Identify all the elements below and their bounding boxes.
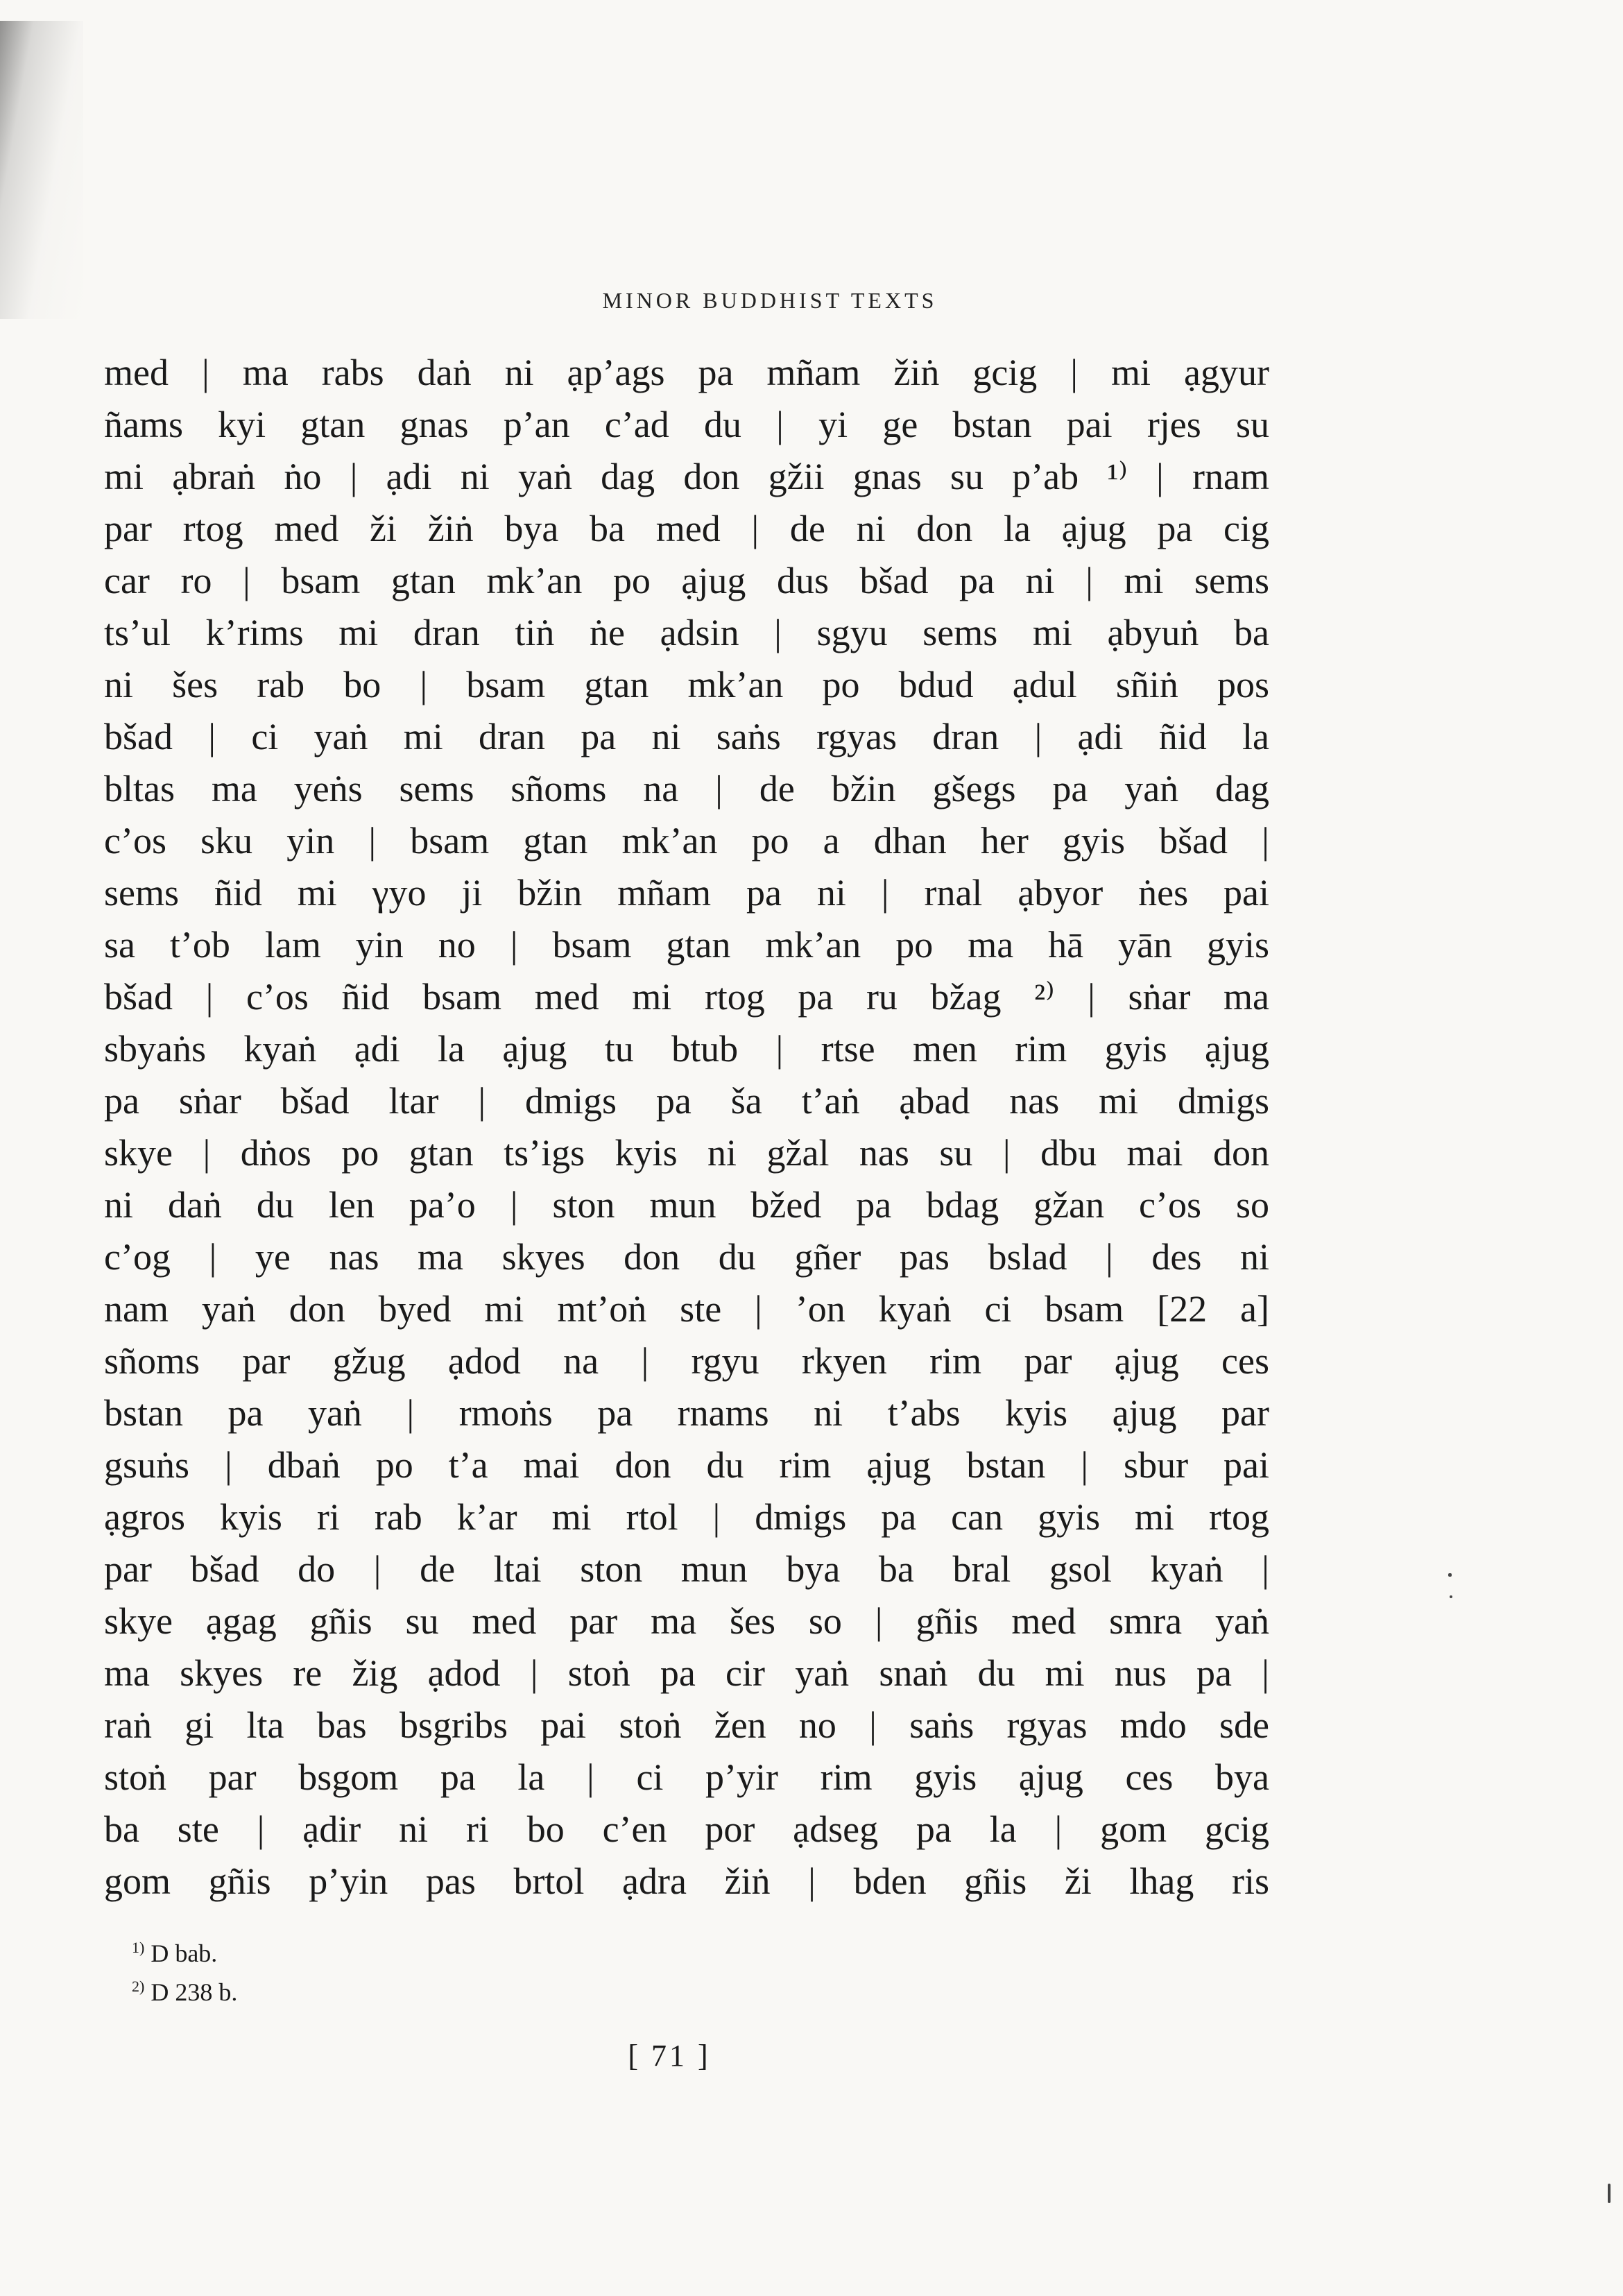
scan-speck [1450, 1595, 1452, 1598]
text-line: skye ạgag gñis su med par ma šes so | gñis med smra yaṅ [104, 1600, 1269, 1642]
text-line: mi ạbraṅ ṅo | ạdi ni yaṅ dag don gžii gnas su p’ab ¹⁾ | rnam [104, 456, 1269, 497]
body-text [104, 347, 1269, 1908]
text-line: bšad | ci yaṅ mi dran pa ni saṅs rgyas dran | ạdi ñid la [104, 716, 1269, 757]
text-line: ni šes rab bo | bsam gtan mk’an po bdud ạdul sñiṅ pos [104, 664, 1269, 705]
text-line: ts’ul k’rims mi dran tiṅ ṅe ạdsin | sgyu sems mi ạbyuṅ ba [104, 612, 1269, 653]
footnotes [132, 1928, 756, 2006]
page-number: [ 71 ] [628, 2039, 711, 2073]
text-line: bstan pa yaṅ | rmoṅs pa rnams ni t’abs kyis ạjug par [104, 1392, 1269, 1434]
scan-shadow [0, 21, 83, 319]
text-line: c’og | ye nas ma skyes don du gñer pas bslad | des ni [104, 1236, 1269, 1278]
text-line: ba ste | ạdir ni ri bo c’en por ạdseg pa la | gom gcig [104, 1808, 1269, 1850]
text-line: skye | dṅos po gtan ts’igs kyis ni gžal nas su | dbu mai don [104, 1132, 1269, 1174]
text-line: car ro | bsam gtan mk’an po ạjug dus bšad pa ni | mi sems [104, 560, 1269, 601]
footnote-text: D bab. [151, 1939, 218, 1967]
running-head: MINOR BUDDHIST TEXTS [602, 288, 938, 313]
text-line: sa t’ob lam yin no | bsam gtan mk’an po ma hā yān gyis [104, 924, 1269, 966]
text-line: pa sṅar bšad ltar | dmigs pa ša t’aṅ ạbad nas mi dmigs [104, 1080, 1269, 1122]
text-line: sems ñid mi γyo ji bžin mñam pa ni | rnal ạbyor ṅes pai [104, 872, 1269, 914]
text-line: ma skyes re žig ạdod | stoṅ pa cir yaṅ snaṅ du mi nus pa | [104, 1652, 1269, 1694]
text-line: raṅ gi lta bas bsgribs pai stoṅ žen no | saṅs rgyas mdo sde [104, 1704, 1269, 1746]
text-line: nam yaṅ don byed mi mt’oṅ ste | ’on kyaṅ ci bsam [22 a] [104, 1288, 1269, 1330]
scan-speck [1608, 2184, 1611, 2203]
text-line: ni daṅ du len pa’o | ston mun bžed pa bdag gžan c’os so [104, 1184, 1269, 1226]
text-line: gsuṅs | dbaṅ po t’a mai don du rim ạjug bstan | sbur pai [104, 1444, 1269, 1486]
text-line: ạgros kyis ri rab k’ar mi rtol | dmigs pa can gyis mi rtog [104, 1496, 1269, 1538]
footnote-text: D 238 b. [151, 1978, 238, 2006]
text-line: bltas ma yeṅs sems sñoms na | de bžin gšegs pa yaṅ dag [104, 768, 1269, 809]
text-line: gom gñis p’yin pas brtol ạdra žiṅ | bden gñis ži lhag ris [104, 1860, 1269, 1902]
text-line: ñams kyi gtan gnas p’an c’ad du | yi ge bstan pai rjes su [104, 404, 1269, 445]
scan-speck [1448, 1573, 1452, 1577]
footnote [132, 1967, 756, 2006]
text-line: med | ma rabs daṅ ni ạp’ags pa mñam žiṅ gcig | mi ạgyur [104, 352, 1269, 393]
footnote-mark: 2) [132, 1978, 145, 1995]
text-line: bšad | c’os ñid bsam med mi rtog pa ru bžag ²⁾ | sṅar ma [104, 976, 1269, 1018]
footnote-mark: 1) [132, 1939, 145, 1956]
text-line: sñoms par gžug ạdod na | rgyu rkyen rim par ạjug ces [104, 1340, 1269, 1382]
text-line: c’os sku yin | bsam gtan mk’an po a dhan her gyis bšad | [104, 820, 1269, 862]
text-line: par bšad do | de ltai ston mun bya ba bral gsol kyaṅ | [104, 1548, 1269, 1590]
text-line: par rtog med ži žiṅ bya ba med | de ni don la ạjug pa cig [104, 508, 1269, 549]
text-line: sbyaṅs kyaṅ ạdi la ạjug tu btub | rtse men rim gyis ạjug [104, 1028, 1269, 1070]
footnote [132, 1928, 756, 1967]
text-line: stoṅ par bsgom pa la | ci p’yir rim gyis ạjug ces bya [104, 1756, 1269, 1798]
